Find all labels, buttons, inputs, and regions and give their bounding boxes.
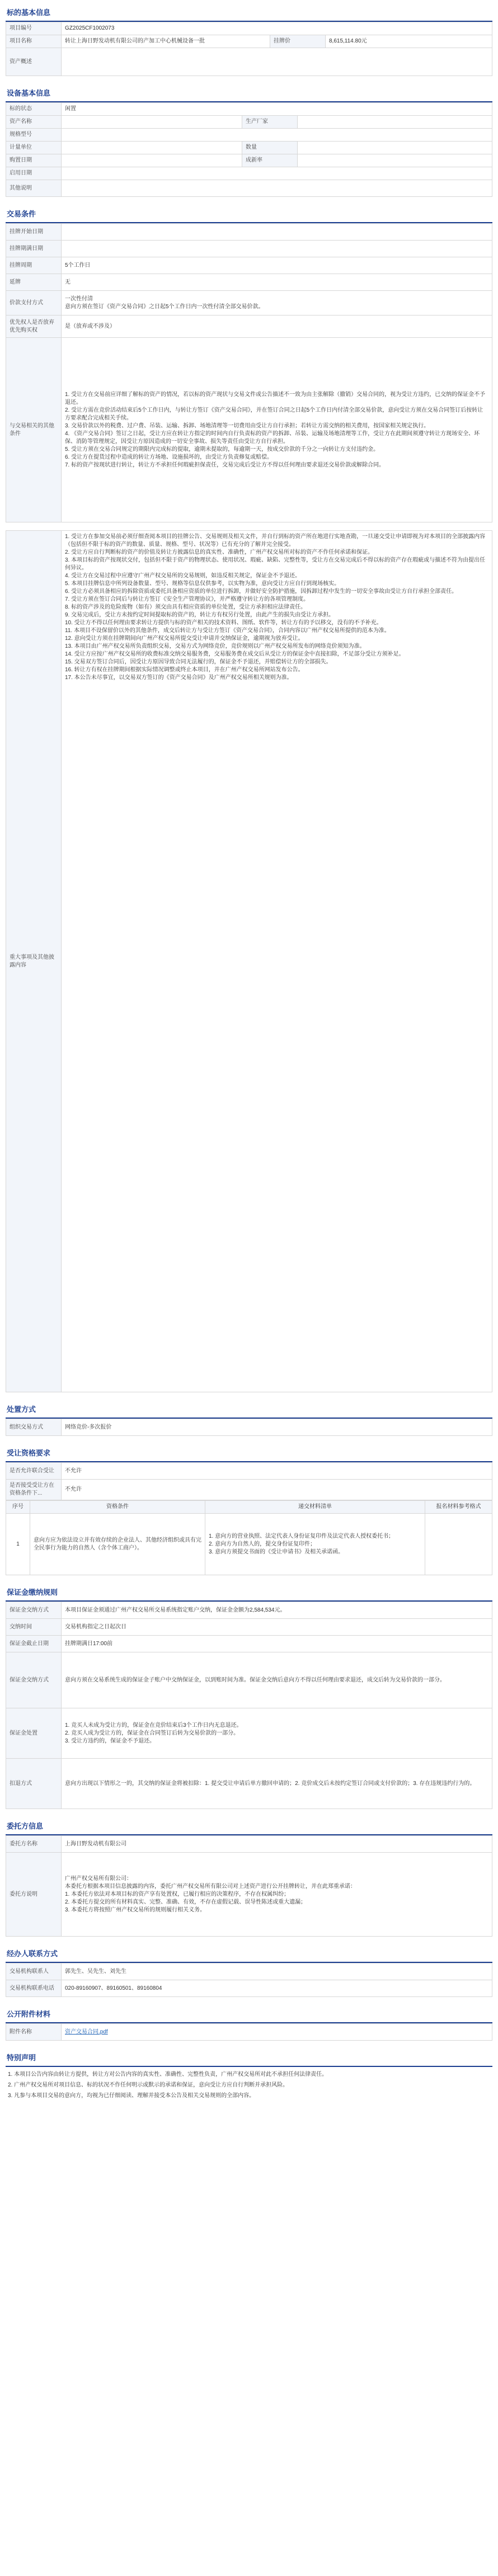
deposit-deduction: 意向方出现以下情形之一的，其交纳的保证金将被扣除：1. 提交受让申请后单方撤回申请的；2. 竞价成交后未按约定签订合同或支付价款的；3. 存在违规违约行为的。 (62, 1759, 492, 1809)
section-special (6, 2048, 492, 2106)
disclosure-table (6, 530, 492, 1392)
deposit-amount: 本项目保证金须通过广州产权交易所交易系统指定账户交纳，保证金金额为2,584,534元。 (62, 1602, 492, 1619)
disposal-table (6, 1419, 492, 1436)
label: 保证金处置 (6, 1708, 62, 1759)
qualify-table (6, 1462, 492, 1500)
item-format (425, 1514, 492, 1575)
label: 委托方说明 (6, 1853, 62, 1937)
disclosure-text: 1. 受让方在参加交易前必须仔细查阅本项目的挂牌公告、交易规则及相关文件，并自行到标的资产所在地进行实地查勘，一旦递交受让申请即视为对本项目的全部披露内容（包括但不限于标的资产的数量、质量、规格、型号、状况等）已有充分的了解并完全接受。 2. 受让方应自行判断标的资产的价值及转让方披露信息的真实性、准确性，广州产权交易所对标的资产不作任何承诺和保证。 3. 本项目标的资产按现状交付，包括但不限于资产的物理状态、使用状况、瑕疵、缺陷、完整性等，受让方在交易完成后不得以标的资产存在瑕疵或与描述不符为由提出任何异议。 4. 受让方在交易过程中应遵守广州产权交易所的交易规则，如违反相关规定，保证金不予退还。 5. 本项目挂牌信息中所列设备数量、型号、规格等信息仅供参考，以实物为准，意向受让方应自行到现场核实。 6. 受让方必须具备相应的拆除资质或委托具备相应资质的单位进行拆卸，并做好安全防护措施，因拆卸过程中发生的一切安全事故由受让方自行承担全部责任。 7. 受让方须在签订合同后与转让方签订《安全生产管理协议》，并严格遵守转让方的各项管理制度。 8. 标的资产涉及的危险废物（如有）须交由具有相应资质的单位处置，受让方承担相应法律责任。 9. 交易完成后，受让方未按约定时间提取标的资产的，转让方有权另行处置，由此产生的损失由受让方承担。 10. 受让方不得以任何理由要求转让方提供与标的资产相关的技术资料、图纸、软件等，转让方有的予以移交，没有的不予补充。 11. 本项目不设保留价以外的其他条件，成交后转让方与受让方签订《资产交易合同》，合同内容以广州产权交易所提供的范本为准。 12. 意向受让方须在挂牌期间向广州产权交易所提交受让申请并交纳保证金，逾期视为放弃受让。 13. 本项目由广州产权交易所负责组织交易，交易方式为网络竞价，竞价规则以广州产权交易所发布的网络竞价须知为准。 14. 受让方应按广州产权交易所的收费标准交纳交易服务费，交易服务费在成交后从受让方的保证金中直接扣除，不足部分受让方须补足。 15. 交易双方签订合同后，因受让方原因导致合同无法履行的，保证金不予退还，并赔偿转让方的全部损失。 16. 转让方有权在挂牌期间根据实际情况调整或终止本项目，并在广州产权交易所网站发布公告。 17. 本公告未尽事宜，以交易双方签订的《资产交易合同》及广州产权交易所相关规则为准。 (62, 531, 492, 1392)
section-title: 委托方信息 (6, 1817, 492, 1835)
section-title: 标的基本信息 (6, 3, 492, 22)
broker-phones: 020-89160907、89160501、89160804 (62, 1980, 492, 1997)
item-no: 1 (6, 1514, 30, 1575)
label: 与交易相关的其他条件 (6, 338, 62, 522)
newness-rate (298, 154, 492, 167)
label: 挂牌期满日期 (6, 241, 62, 257)
label: 是否允许联合受让 (6, 1463, 62, 1480)
label: 启用日期 (6, 167, 62, 180)
label: 交纳时间 (6, 1619, 62, 1636)
manufacturer (298, 116, 492, 129)
section-attach (6, 2005, 492, 2041)
label: 成新率 (242, 154, 298, 167)
section-deposit (6, 1583, 492, 1809)
asset-name (62, 116, 242, 129)
asset-overview (62, 48, 492, 76)
section-broker (6, 1944, 492, 1997)
special-statement (6, 2067, 492, 2106)
label: 是否接受受让方在资格条件下... (6, 1480, 62, 1500)
label: 资产概述 (6, 48, 62, 76)
section-disclosure (6, 530, 492, 1392)
quantity (298, 142, 492, 154)
label: 保证金交纳方式 (6, 1602, 62, 1619)
start-date (62, 167, 492, 180)
statement-item: 1. 本项目公告内容由转让方提供，转让方对公告内容的真实性、准确性、完整性负责，广州产权交易所对此不承担任何法律责任。 (8, 2071, 328, 2078)
section-title: 公开附件材料 (6, 2005, 492, 2023)
attach-table (6, 2023, 492, 2041)
label: 项目名称 (6, 35, 62, 48)
deposit-deadline: 挂牌期满日17:00前 (62, 1636, 492, 1652)
col-header: 资格条件 (30, 1501, 205, 1514)
section-agent (6, 1817, 492, 1937)
agent-name: 上海日野发动机有限公司 (62, 1836, 492, 1853)
col-header: 报名材料参考格式 (425, 1501, 492, 1514)
label: 项目编号 (6, 22, 62, 35)
label: 交易机构联系人 (6, 1963, 62, 1980)
section-title: 交易条件 (6, 205, 492, 223)
label: 组织交易方式 (6, 1419, 62, 1436)
priority-right: 是（放弃或不涉及） (62, 315, 492, 338)
label: 附件名称 (6, 2024, 62, 2041)
attachment-link[interactable]: 资产交易合同.pdf (65, 2028, 108, 2035)
deposit-method: 意向方须在交易系统生成的保证金子账户中交纳保证金，以到账时间为准。保证金交纳后意向方不得以任何理由要求退还，成交后转为交易价款的一部分。 (62, 1652, 492, 1708)
section-equipment (6, 84, 492, 197)
listing-end-date (62, 241, 492, 257)
accept-condition: 不允许 (62, 1480, 492, 1500)
section-title: 保证金缴纳规则 (6, 1583, 492, 1602)
section-title: 设备基本信息 (6, 84, 492, 102)
label: 挂牌价 (270, 35, 326, 48)
section-trade (6, 205, 492, 522)
unit (62, 142, 242, 154)
basic-table (6, 22, 492, 76)
equipment-table (6, 102, 492, 197)
section-disposal (6, 1400, 492, 1436)
label: 优先权人是否放弃优先购买权 (6, 315, 62, 338)
section-basic (6, 3, 492, 76)
label: 重大事项及其他披露内容 (6, 531, 62, 1392)
label: 挂牌开始日期 (6, 224, 62, 241)
qualify-items-table (6, 1500, 492, 1575)
deposit-table (6, 1602, 492, 1809)
extension: 无 (62, 274, 492, 291)
label: 价款支付方式 (6, 291, 62, 315)
other-conditions: 1. 受让方在交易前应详细了解标的资产的情况，若以标的资产现状与交易文件或公告描述不一致为由主张解除（撤销）交易合同的，视为受让方违约，已交纳的保证金不予退还。 2. 受让方需在竞价活动结束后5个工作日内，与转让方签订《资产交易合同》，并在签订合同之日起5个工作日内付清全部交易价款，意向受让方须在交易合同签订后按转让方要求配合完成相关手续。 3. 交易价款以外的税费、过户费、吊装、运输、拆卸、场地清理等一切费用由受让方自行承担；若转让方需交纳的相关费用，按国家相关规定执行。 4. 《资产交易合同》签订之日起，受让方应在转让方指定的时间内自行负责标的资产的拆卸、吊装、运输及场地清理等工作，受让方在此期间须遵守转让方现场安全、环保、消防等管理规定，因受让方原因造成的一切安全事故、损失等责任由受让方自行承担。 5. 受让方须在交易合同规定的期限内完成标的提取，逾期未提取的，每逾期一天，按成交价款的千分之一向转让方支付违约金。 6. 受让方在提货过程中造成的转让方场地、设施损坏的，由受让方负责修复或赔偿。 7. 标的资产按现状进行转让，转让方不承担任何瑕疵担保责任，交易完成后受让方不得以任何理由要求退还交易价款或解除合同。 (62, 338, 492, 522)
joint-transfer: 不允许 (62, 1463, 492, 1480)
statement-item: 2. 广州产权交易所对项目信息、标的状况不作任何明示或默示的承诺和保证，意向受让方应自行判断并承担风险。 (8, 2082, 289, 2088)
purchase-date (62, 154, 242, 167)
section-title: 受让资格要求 (6, 1444, 492, 1462)
label: 购置日期 (6, 154, 62, 167)
agent-statement: 广州产权交易所有限公司： 本委托方根据本项目信息披露的内容，委托广州产权交易所有限公司对上述资产进行公开挂牌转让，并在此郑重承诺： 1. 本委托方依法对本项目标的资产享有处置权，已履行相应的决策程序，不存在权属纠纷； 2. 本委托方提交的所有材料真实、完整、准确、有效，不存在虚假记载、误导性陈述或重大遗漏； 3. 本委托方将按照广州产权交易所的规则履行相关义务。 (62, 1853, 492, 1937)
label: 标的状态 (6, 103, 62, 116)
payment-method: 一次性付清 意向方须在签订《资产交易合同》之日起5个工作日内一次性付清全部交易价款。 (62, 291, 492, 315)
label: 扣退方式 (6, 1759, 62, 1809)
label: 交易机构联系电话 (6, 1980, 62, 1997)
listing-period: 5个工作日 (62, 257, 492, 274)
item-condition: 意向方应为依法设立并有效存续的企业法人、其他经济组织或具有完全民事行为能力的自然人（含个体工商户）。 (30, 1514, 205, 1575)
page (6, 0, 492, 2106)
trade-method: 网络竞价-多次报价 (62, 1419, 492, 1436)
listing-start-date (62, 224, 492, 241)
label: 计量单位 (6, 142, 62, 154)
model (62, 129, 492, 142)
item-docs: 1. 意向方的营业执照、法定代表人身份证复印件及法定代表人授权委托书； 2. 意向方为自然人的，提交身份证复印件； 3. 意向方须提交书面的《受让申请书》及相关承诺函。 (205, 1514, 425, 1575)
trade-table (6, 223, 492, 522)
agent-table (6, 1835, 492, 1937)
label: 规格型号 (6, 129, 62, 142)
broker-contacts: 郭先生、吴先生、刘先生 (62, 1963, 492, 1980)
label: 委托方名称 (6, 1836, 62, 1853)
label: 保证金交纳方式 (6, 1652, 62, 1708)
deposit-time: 交易机构指定之日起次日 (62, 1619, 492, 1636)
label: 挂牌周期 (6, 257, 62, 274)
deposit-handling: 1. 竞买人未成为受让方的，保证金在竞价结束后3个工作日内无息退还。 2. 竞买人成为受让方的，保证金在合同签订后转为交易价款的一部分。 3. 受让方违约的，保证金不予退还。 (62, 1708, 492, 1759)
col-header: 序号 (6, 1501, 30, 1514)
label: 数量 (242, 142, 298, 154)
statement-item: 3. 凡参与本项目交易的意向方，均视为已仔细阅读、理解并接受本公告及相关交易规则的全部内容。 (8, 2093, 255, 2099)
project-number: GZ2025CF1002073 (62, 22, 492, 35)
other-notes (62, 180, 492, 197)
project-name: 转让上海日野发动机有限公司的产加工中心机械设备一批 (62, 35, 270, 48)
section-title: 处置方式 (6, 1400, 492, 1419)
label: 保证金截止日期 (6, 1636, 62, 1652)
label: 生产厂家 (242, 116, 298, 129)
listing-price: 8,615,114.80元 (326, 35, 492, 48)
section-title: 经办人联系方式 (6, 1944, 492, 1963)
asset-status: 闲置 (62, 103, 492, 116)
section-title: 特别声明 (6, 2048, 492, 2067)
label: 资产名称 (6, 116, 62, 129)
label: 其他说明 (6, 180, 62, 197)
broker-table (6, 1963, 492, 1997)
label: 延牌 (6, 274, 62, 291)
section-qualify (6, 1444, 492, 1575)
col-header: 递交材料清单 (205, 1501, 425, 1514)
